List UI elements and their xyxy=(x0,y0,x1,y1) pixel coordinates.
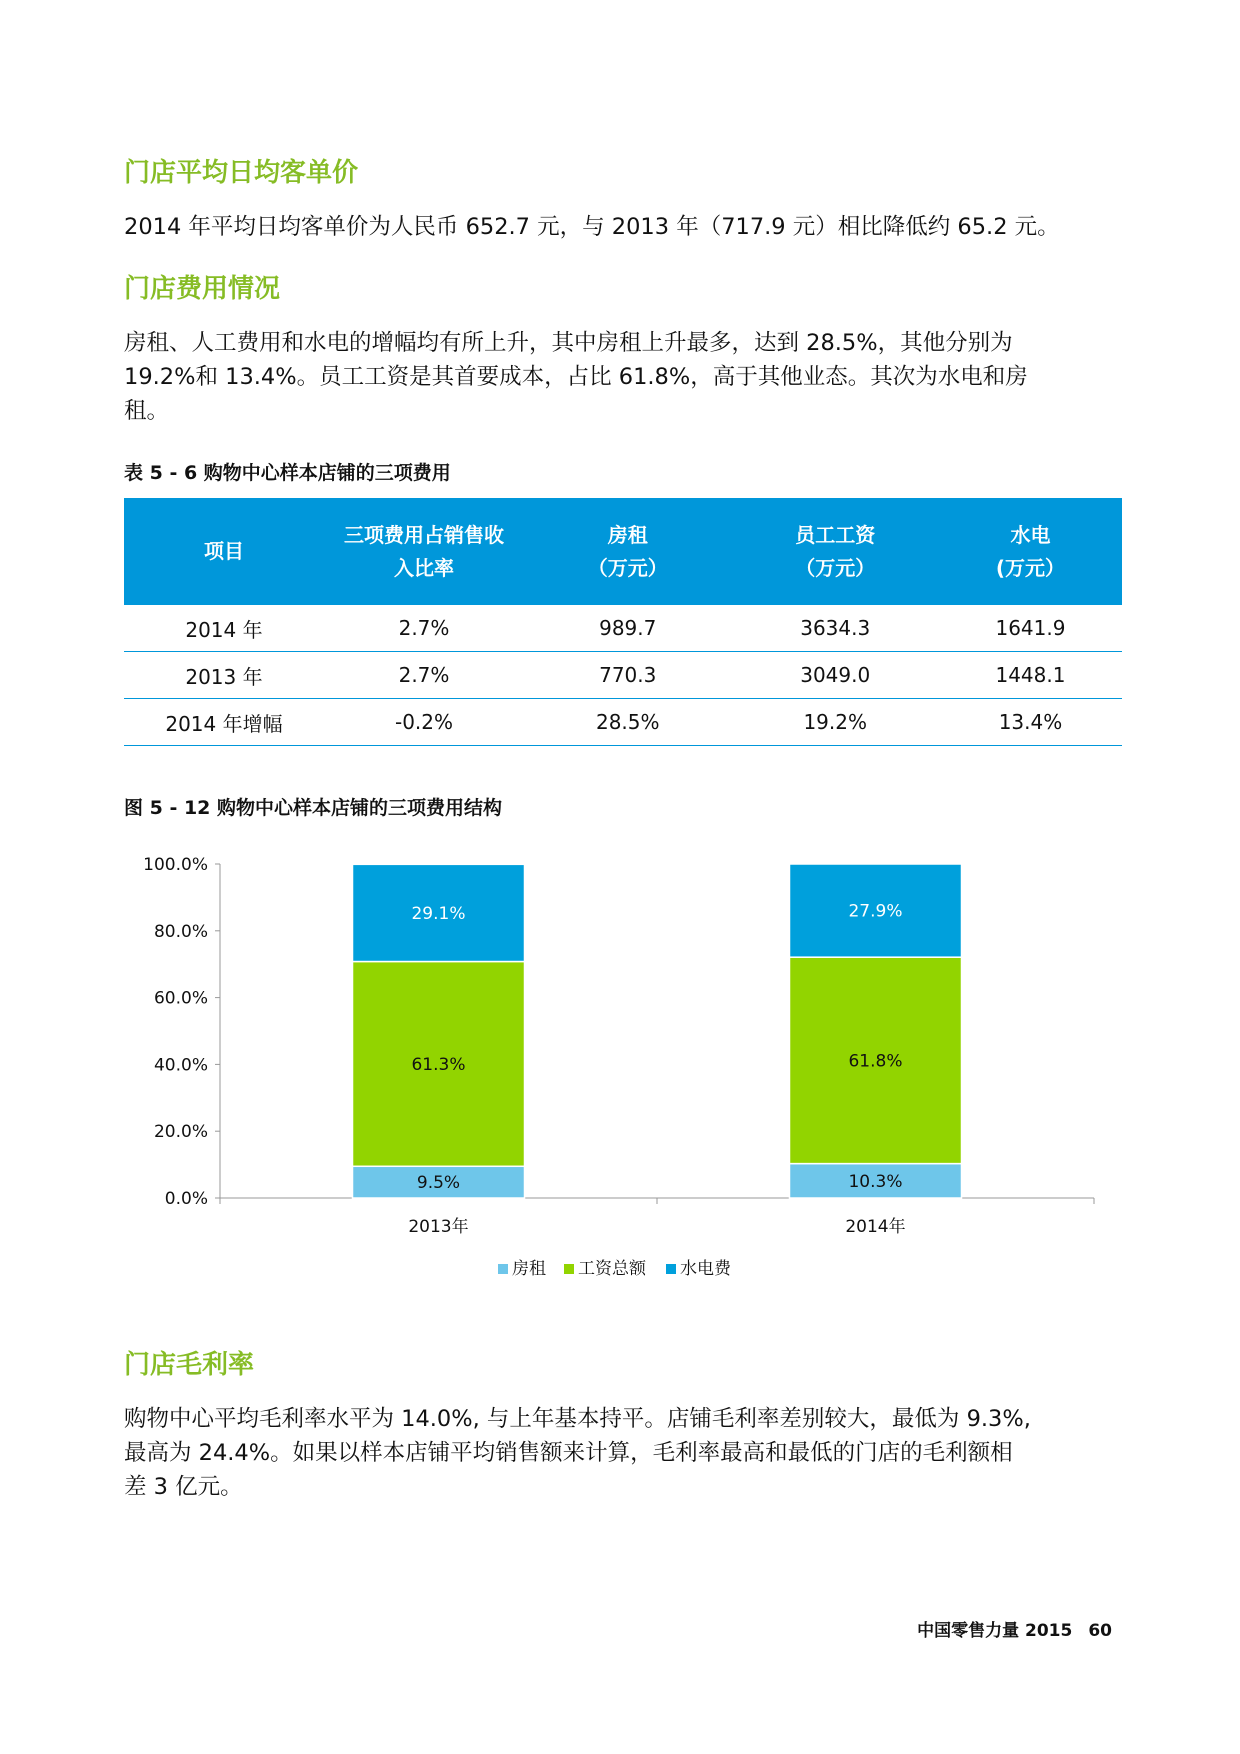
table-cell: 989.7 xyxy=(524,605,731,652)
page-footer xyxy=(917,1616,1112,1641)
paragraph-line: 差 3 亿元。 xyxy=(124,1474,243,1500)
paragraph-avg-ticket: 2014 年平均日均客单价为人民币 652.7 元，与 2013 年（717.9 元）相比降低约 65.2 元。 xyxy=(124,214,1060,240)
paragraph-line: 最高为 24.4%。如果以样本店铺平均销售额来计算，毛利率最高和最低的门店的毛利额相 xyxy=(124,1440,1013,1466)
table-row xyxy=(124,652,1122,699)
table-cell: 770.3 xyxy=(524,652,731,699)
table-cell: 1641.9 xyxy=(939,605,1122,652)
legend-swatch xyxy=(666,1264,676,1274)
legend-swatch xyxy=(498,1264,508,1274)
y-tick-label: 60.0% xyxy=(153,988,208,1009)
table-cell: 1448.1 xyxy=(939,652,1122,699)
header-utilities: 水电 (万元） xyxy=(939,498,1122,605)
paragraph-line: 租。 xyxy=(124,398,170,424)
table-header-row xyxy=(124,498,1122,605)
paragraph-line: 房租、人工费用和水电的增幅均有所上升，其中房租上升最多，达到 28.5%，其他分别为 xyxy=(124,330,1013,356)
paragraph-store-costs xyxy=(124,326,1114,428)
header-rent: 房租 （万元） xyxy=(524,498,731,605)
table-cell: 2013 年 xyxy=(124,652,324,699)
section-heading-avg-ticket: 门店平均日均客单价 xyxy=(124,158,359,188)
table-cell: 28.5% xyxy=(524,699,731,746)
x-tick-label: 2014年 xyxy=(845,1217,906,1237)
table-row xyxy=(124,699,1122,746)
data-label: 61.3% xyxy=(411,1054,466,1075)
data-label: 10.3% xyxy=(848,1171,903,1192)
y-tick-label: 80.0% xyxy=(153,921,208,942)
table-cell: -0.2% xyxy=(324,699,524,746)
data-label: 61.8% xyxy=(848,1051,903,1072)
cost-structure-chart xyxy=(124,850,1124,1300)
data-label: 27.9% xyxy=(848,901,903,922)
paragraph-line: 购物中心平均毛利率水平为 14.0%, 与上年基本持平。店铺毛利率差别较大，最低为 9.3%, xyxy=(124,1406,1031,1432)
table-cell: 2.7% xyxy=(324,605,524,652)
y-tick-label: 20.0% xyxy=(153,1122,208,1143)
table-cell: 13.4% xyxy=(939,699,1122,746)
data-label: 9.5% xyxy=(416,1173,461,1194)
y-tick-label: 40.0% xyxy=(153,1055,208,1076)
table-cell: 3634.3 xyxy=(731,605,938,652)
paragraph-line: 19.2%和 13.4%。员工工资是其首要成本，占比 61.8%，高于其他业态。其次为水电和房 xyxy=(124,364,1028,390)
table-row xyxy=(124,605,1122,652)
page-number: 60 xyxy=(1088,1621,1112,1641)
footer-title: 中国零售力量 2015 xyxy=(917,1621,1073,1641)
legend-swatch xyxy=(564,1264,574,1274)
figure-caption: 图 5 - 12 购物中心样本店铺的三项费用结构 xyxy=(124,797,503,819)
header-wages: 员工工资 （万元） xyxy=(731,498,938,605)
table-cell: 2.7% xyxy=(324,652,524,699)
y-tick-label: 100.0% xyxy=(143,855,208,875)
header-cost-ratio: 三项费用占销售收 入比率 xyxy=(324,498,524,605)
table-cell: 19.2% xyxy=(731,699,938,746)
table-cell: 3049.0 xyxy=(731,652,938,699)
paragraph-gross-margin xyxy=(124,1402,1114,1504)
header-item: 项目 xyxy=(124,498,324,605)
table-cell: 2014 年 xyxy=(124,605,324,652)
legend-label: 房租 xyxy=(512,1259,546,1279)
legend-label: 工资总额 xyxy=(578,1259,646,1279)
data-label: 29.1% xyxy=(411,903,466,924)
section-heading-store-costs: 门店费用情况 xyxy=(124,274,281,304)
section-heading-gross-margin: 门店毛利率 xyxy=(124,1350,255,1380)
x-tick-label: 2013年 xyxy=(408,1217,469,1237)
y-tick-label: 0.0% xyxy=(164,1189,208,1209)
table-cell: 2014 年增幅 xyxy=(124,699,324,746)
cost-table xyxy=(124,498,1122,746)
legend-label: 水电费 xyxy=(680,1259,731,1279)
table-caption: 表 5 - 6 购物中心样本店铺的三项费用 xyxy=(124,462,451,484)
